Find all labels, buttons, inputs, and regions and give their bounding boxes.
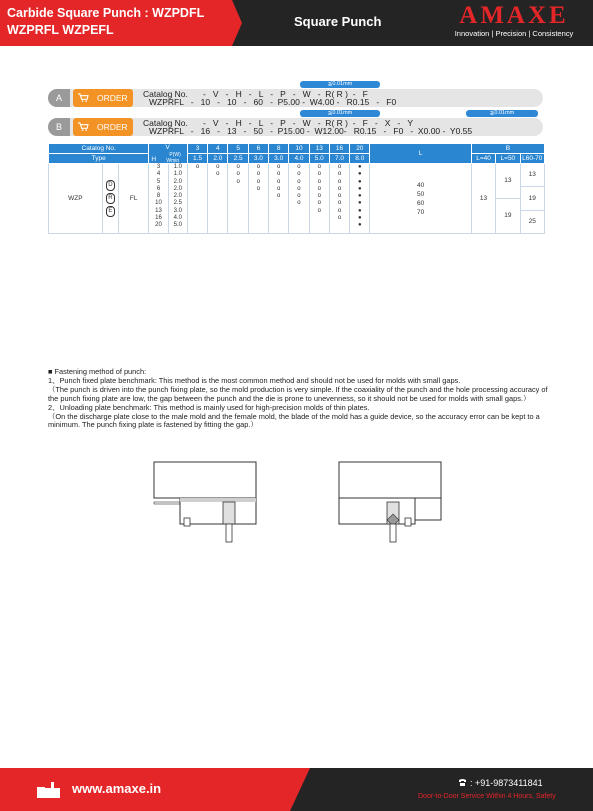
b-header: B (471, 144, 544, 154)
wmin-value: 5.0 (309, 154, 329, 164)
variant-d: D (106, 180, 115, 191)
availability-mark (289, 222, 308, 229)
availability-mark: o (337, 200, 342, 207)
v-column (248, 164, 268, 234)
h-value: 3 (156, 164, 161, 170)
variant-r: R (106, 193, 115, 204)
availability-mark: ● (358, 222, 362, 229)
catalog-example: WZPRFL - 16 - 13 - 50 - P15.00 - W12.00- R0.15 - F0 - X0.00 - Y0.55 (149, 126, 473, 136)
order-button-label: ORDER (97, 93, 128, 103)
p-value: 4.0 (173, 215, 182, 222)
catalog-format: - V - H - L - P - W - R( R ) - F - X - Y (203, 118, 413, 128)
v-column (289, 164, 309, 234)
paragraph-1: 1、Punch fixed plate benchmark: This method is the most common method and should not be used for molds with small gaps. (48, 375, 461, 385)
availability-mark: o (337, 215, 342, 222)
availability-mark (269, 222, 288, 229)
h-value: 8 (156, 193, 161, 200)
catalog-no-header: Catalog No. (49, 144, 149, 154)
v-value: 4 (208, 144, 228, 154)
availability-mark: o (236, 178, 240, 185)
l-header: L (370, 144, 471, 164)
logo-wordmark: AMAXE (459, 2, 569, 29)
availability-mark: o (277, 171, 281, 178)
availability-mark: o (256, 164, 261, 170)
v-column (269, 164, 289, 234)
availability-mark (249, 222, 268, 229)
v-value: 3 (187, 144, 207, 154)
availability-mark (208, 200, 227, 207)
availability-mark (208, 179, 227, 186)
availability-mark (208, 193, 227, 200)
availability-mark (228, 222, 247, 229)
availability-mark: ● (358, 178, 362, 185)
h-value: 6 (156, 185, 161, 192)
p-value: 2.0 (173, 178, 182, 185)
availability-mark (249, 215, 268, 222)
fastening-text (48, 368, 548, 430)
availability-mark: o (337, 178, 342, 185)
availability-mark: o (297, 164, 301, 170)
availability-mark: o (297, 178, 301, 185)
page-footer (0, 768, 593, 811)
v-value: 8 (269, 144, 289, 154)
p-value: 2.5 (173, 200, 182, 207)
p-value: 2.0 (173, 185, 182, 192)
availability-mark: o (317, 193, 321, 200)
variant-cell (102, 164, 118, 234)
paragraph-2: （The punch is driven into the punch fixing plate, so the mold production is very simple. If the coaxiality of the punch and the hole processing accuracy of the punch fixing plate are low, the gap between the punch and the die is prone to unevenness, so it should not be used for molds with small gaps.） (48, 384, 548, 403)
availability-mark (228, 208, 247, 215)
availability-mark: o (277, 193, 281, 200)
availability-mark: o (277, 164, 281, 170)
tolerance-badge: ≦0.01mm (300, 110, 380, 117)
availability-mark (228, 186, 247, 193)
v-value: 10 (289, 144, 309, 154)
wmin-value: 2.0 (208, 154, 228, 164)
order-row-b (48, 118, 543, 136)
availability-mark: o (277, 185, 281, 192)
availability-mark: o (216, 171, 220, 178)
tolerance-badge-xy: ≦0.01mm (466, 110, 538, 117)
order-letter: A (48, 89, 70, 107)
availability-mark (188, 215, 207, 222)
availability-mark: o (317, 207, 321, 214)
h-label: H (151, 156, 157, 163)
h-value: 4 (156, 171, 161, 178)
availability-mark: ● (358, 207, 362, 214)
h-value: 13 (155, 207, 162, 214)
availability-mark: ● (358, 171, 362, 178)
h-value: 5 (156, 178, 161, 185)
availability-mark: ● (358, 193, 362, 200)
availability-mark (228, 193, 247, 200)
v-column (350, 164, 370, 234)
order-row-a (48, 89, 543, 107)
b-l50-cell (496, 164, 520, 234)
availability-mark: o (317, 200, 321, 207)
availability-mark: ● (358, 200, 362, 207)
availability-mark (249, 193, 268, 200)
wmin-value: 7.0 (329, 154, 349, 164)
b-l50-a: 13 (496, 164, 519, 199)
catalog-format: - V - H - L - P - W - R( R ) - F (203, 89, 368, 99)
cart-icon (78, 93, 89, 102)
availability-mark: ● (358, 215, 362, 222)
availability-mark (208, 186, 227, 193)
phone-icon (458, 778, 467, 787)
availability-mark: o (256, 171, 261, 178)
availability-mark: o (297, 193, 301, 200)
availability-mark (269, 208, 288, 215)
hand-pointer-icon (36, 781, 62, 799)
p-value: 1.0 (173, 171, 182, 178)
availability-mark (249, 208, 268, 215)
catalog-label: Catalog No. (143, 89, 188, 99)
availability-mark: o (337, 193, 342, 200)
h-value: 16 (155, 215, 162, 222)
table-header-row (49, 144, 545, 154)
availability-mark: ● (358, 164, 362, 170)
fastening-heading: ■ Fastening method of punch: (48, 367, 147, 376)
availability-mark: o (337, 171, 342, 178)
p-value: 3.0 (173, 207, 182, 214)
availability-mark: o (216, 164, 220, 170)
v-value: 5 (228, 144, 248, 154)
catalog-example: WZPRFL - 10 - 10 - 60 - P5.00 - W4.00 - R0.15 - F0 (149, 97, 397, 107)
page-title: Carbide Square Punch : WZPDFL WZPRFL WZPEFL (7, 6, 205, 37)
wmin-value: 1.5 (187, 154, 207, 164)
b-l6070-b: 19 (521, 187, 544, 211)
availability-mark: o (297, 185, 301, 192)
availability-mark (269, 200, 288, 207)
paragraph-3: 2、Unloading plate benchmark: This method is mainly used for high-precision molds of thin plates. (48, 402, 370, 412)
axis-corner-header (149, 144, 188, 164)
h-value: 20 (155, 222, 162, 229)
availability-mark (188, 186, 207, 193)
b-l6070-c: 25 (528, 218, 536, 225)
v-value: 6 (248, 144, 268, 154)
logo-tagline: Innovation | Precision | Consistency (454, 29, 574, 38)
type-header: Type (49, 154, 149, 164)
order-button[interactable] (73, 89, 133, 107)
v-column (208, 164, 228, 234)
wmin-value: 3.0 (269, 154, 289, 164)
availability-mark: o (317, 185, 321, 192)
availability-mark: o (337, 207, 342, 214)
availability-mark (289, 208, 308, 215)
section-title: Square Punch (294, 14, 382, 29)
suffix-cell: FL (118, 164, 148, 234)
availability-mark (188, 222, 207, 229)
availability-mark: o (195, 164, 200, 170)
spec-table (48, 143, 545, 234)
availability-mark: o (277, 178, 281, 185)
b-l6070-cell (520, 164, 544, 234)
v-column (187, 164, 207, 234)
p-label: P(W) (169, 152, 181, 158)
paragraph-4: （On the discharge plate close to the male mold and the female mold, the blade of the mold has a guide device, so the accuracy error can be kept to a minimum. The punch fixing plate is fastened by fitting the gap.） (48, 411, 540, 430)
availability-mark: o (317, 178, 321, 185)
availability-mark (188, 200, 207, 207)
availability-mark: o (297, 200, 301, 207)
availability-mark (188, 193, 207, 200)
cart-icon (78, 122, 89, 131)
availability-mark (269, 215, 288, 222)
availability-mark (208, 222, 227, 229)
availability-mark (228, 215, 247, 222)
availability-mark: o (236, 164, 240, 170)
v-column (329, 164, 349, 234)
b-l50-b: 19 (504, 212, 512, 219)
availability-mark: o (297, 171, 301, 178)
variant-e: E (106, 206, 115, 217)
h-values-cell (149, 164, 168, 234)
p-value: 1.0 (173, 164, 182, 170)
availability-mark (289, 215, 308, 222)
availability-mark: o (317, 164, 321, 170)
tolerance-badge: ≦0.01mm (300, 81, 380, 88)
wmin-label: Wmin (166, 158, 180, 164)
order-button-label: ORDER (97, 122, 128, 132)
unloading-plate-diagram (335, 460, 445, 545)
wmin-value: 8.0 (350, 154, 370, 164)
wmin-value: 3.0 (248, 154, 268, 164)
l-values-cell: 40 50 60 70 (370, 164, 471, 234)
type-cell: WZP (49, 164, 103, 234)
v-column (309, 164, 329, 234)
availability-mark: o (236, 171, 240, 178)
b-l40-header: L=40 (471, 154, 495, 164)
availability-mark (249, 200, 268, 207)
availability-mark (188, 179, 207, 186)
catalog-label: Catalog No. (143, 118, 188, 128)
v-value: 13 (309, 144, 329, 154)
v-label: V (165, 144, 170, 151)
order-letter: B (48, 118, 70, 136)
v-value: 16 (329, 144, 349, 154)
availability-mark: o (317, 171, 321, 178)
availability-mark (310, 215, 329, 222)
phone-number[interactable]: : +91-9873411841 (470, 778, 543, 788)
table-body-row (49, 164, 545, 234)
page-header (0, 0, 593, 46)
p-values-cell (168, 164, 187, 234)
b-l40-cell: 13 (471, 164, 495, 234)
b-l6070-header: L60-70 (520, 154, 544, 164)
availability-mark (188, 208, 207, 215)
availability-mark: o (256, 178, 261, 185)
availability-mark (208, 215, 227, 222)
order-button[interactable] (73, 118, 133, 136)
p-value: 2.0 (173, 193, 182, 200)
website-link[interactable]: www.amaxe.in (72, 781, 162, 796)
availability-mark (208, 208, 227, 215)
wmin-value: 4.0 (289, 154, 309, 164)
b-l6070-a: 13 (521, 164, 544, 187)
availability-mark: ● (358, 185, 362, 192)
availability-mark (330, 222, 349, 229)
availability-mark: o (337, 164, 342, 170)
availability-mark (188, 171, 207, 178)
availability-mark (310, 222, 329, 229)
amaxe-logo (444, 2, 584, 39)
wmin-value: 2.5 (228, 154, 248, 164)
v-column (228, 164, 248, 234)
b-l50-header: L=50 (496, 154, 520, 164)
v-value: 20 (350, 144, 370, 154)
availability-mark: o (337, 185, 342, 192)
footer-slogan: Door-to-Door Service Within 4 Hours, Safety (418, 793, 556, 800)
h-value: 10 (155, 200, 162, 207)
availability-mark: o (256, 185, 261, 192)
p-value: 5.0 (173, 222, 182, 229)
availability-mark (228, 200, 247, 207)
punch-plate-diagram (150, 460, 260, 545)
